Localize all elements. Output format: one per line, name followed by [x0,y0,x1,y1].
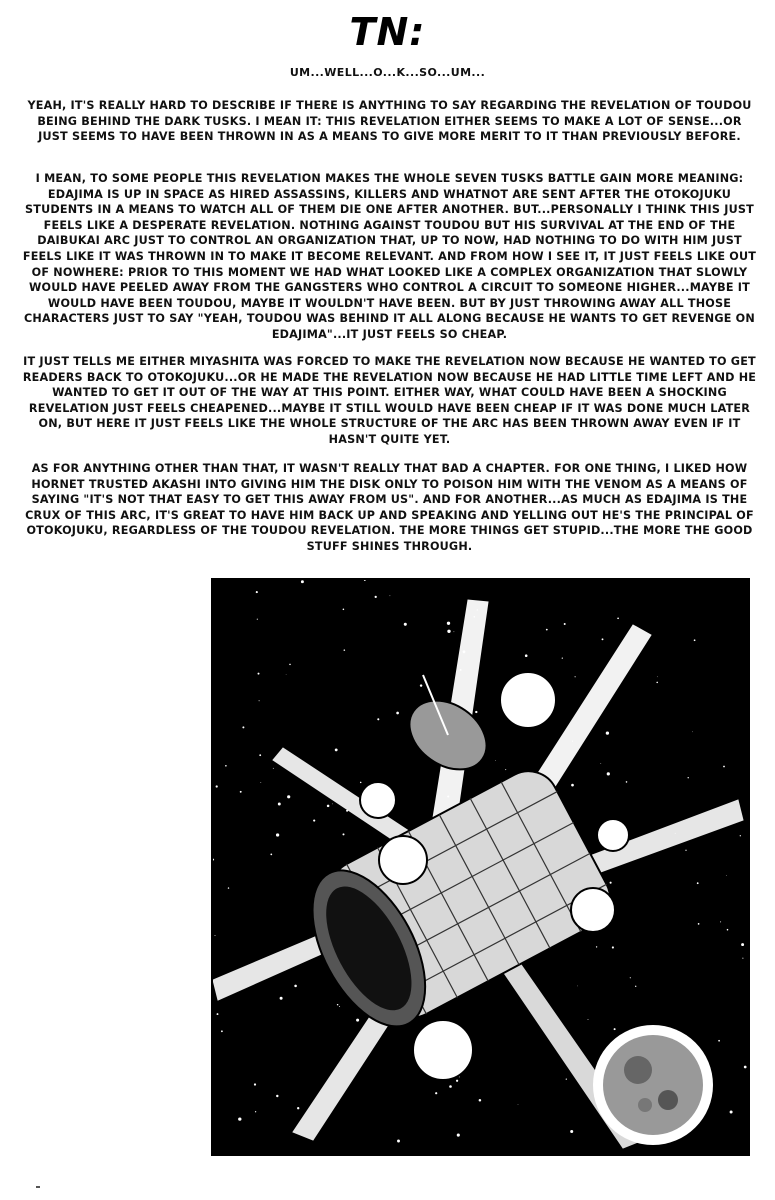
star [575,676,576,677]
star [397,1140,400,1143]
star [337,1004,338,1005]
star [273,768,274,769]
star [697,882,699,884]
star [339,1006,340,1007]
star [360,782,362,784]
star [505,769,506,770]
star [727,929,729,931]
star [723,766,725,768]
page-subtitle: UM...WELL...O...K...SO...UM... [289,66,486,79]
star [286,674,287,675]
star [297,1107,299,1109]
page-mark [36,1186,40,1188]
star [588,1019,589,1020]
star [228,887,229,888]
page-title: TN: [349,10,426,54]
star [562,657,563,658]
star [626,781,628,783]
star [375,596,377,598]
star [327,805,330,808]
star [287,795,290,798]
star [635,986,636,987]
star [685,850,686,851]
star [313,820,315,822]
star [688,777,689,778]
star [254,1083,256,1085]
star [564,623,566,625]
star [518,1104,519,1105]
star [726,875,727,876]
star [390,595,391,596]
star [454,631,455,632]
star [740,835,741,836]
star [217,1013,219,1015]
star [525,654,528,657]
star [447,630,450,633]
star [742,958,743,959]
star [377,718,379,720]
star [456,1080,458,1082]
star [332,804,333,805]
star [457,1134,460,1137]
star [242,726,244,728]
star [240,791,242,793]
star [610,882,612,884]
star [255,1111,256,1112]
star [630,977,631,978]
star [692,731,693,732]
star [449,1085,452,1088]
star [356,1019,359,1022]
star [657,676,658,677]
star [566,1078,567,1079]
star [656,682,658,684]
star [577,986,578,987]
star [344,649,346,651]
star [741,943,744,946]
star [447,622,450,625]
star [435,1092,437,1094]
star [258,673,260,675]
star [612,946,614,948]
paragraph-4: AS FOR ANYTHING OTHER THAN THAT, IT WASN'T REALLY THAT BAD A CHAPTER. FOR ONE THING, I LIKED HOW HORNET TRUSTED AKASHI INTO GIVING HIM THE DISK ONLY TO POISON HIM WITH THE VENOM AS A MEANS OF SAYING "IT'S NOT THAT EASY TO GET THIS AWAY FROM US". AND FOR ANOTHER...AS MUCH AS EDAJIMA IS THE CRUX OF THIS ARC, IT'S GREAT TO HAVE HIM BACK UP AND SPEAKING AND YELLING OUT HE'S THE PRINCIPAL OF OTOKOJUKU, REGARDLESS OF THE TOUDOU REVELATION. THE MORE THINGS GET STUPID...THE MORE THE GOOD STUFF SHINES THROUGH. [25,462,754,553]
star [718,1040,720,1042]
star [495,760,496,761]
star [221,1030,223,1032]
star [270,854,272,856]
star [571,784,574,787]
paragraph-2: I MEAN, TO SOME PEOPLE THIS REVELATION MAKES THE WHOLE SEVEN TUSKS BATTLE GAIN MORE MEANING: EDAJIMA IS UP IN SPACE AS HIRED ASSASSINS, KILLERS AND WHATNOT ARE SENT AFTER THE OTOKOJUKU STUDENTS IN A MEANS TO WATCH ALL OF THEM DIE ONE AFTER ANOTHER. BUT...PERSONALLY I THINK THIS JUST FEELS LIKE A DESPERATE REVELATION. NOTHING AGAINST TOUDOU BUT HIS SURVIVAL AT THE END OF THE DAIBUKAI ARC JUST TO CONTROL AN ORGANIZATION THAT, UP TO NOW, HAD NOTHING TO DO WITH HIM JUST FEELS LIKE IT WAS THROWN IN TO MAKE IT BECOME RELEVANT. AND FROM HOW I SEE IT, IT JUST FEELS LIKE OUT OF NOWHERE: PRIOR TO THIS MOMENT WE HAD WHAT LOOKED LIKE A COMPLEX ORGANIZATION THAT SLOWLY WOULD HAVE PEELED AWAY FROM THE GANGSTERS WHO CONTROL A CIRCUIT TO SOMEONE HIGHER...MAYBE IT WOULD HAVE BEEN TOUDOU, MAYBE IT WOULDN'T HAVE BEEN. BUT BY JUST THROWING AWAY ALL THOSE CHARACTERS JUST TO SAY "YEAH, TOUDOU WAS BEHIND IT ALL ALONG BECAUSE HE WANTS TO GET REVENGE ON EDAJIMA"...IT JUST FEELS SO CHEAP. [22,172,757,341]
star [475,711,477,713]
star [294,985,297,988]
star [289,664,291,666]
star [606,731,609,734]
star [342,833,344,835]
star [698,923,700,925]
paragraph-3: IT JUST TELLS ME EITHER MIYASHITA WAS FORCED TO MAKE THE REVELATION NOW BECAUSE HE WANTED TO GET READERS BACK TO OTOKOJUKU...OR HE MADE THE REVELATION NOW BECAUSE HE HAD LITTLE TIME LEFT AND HE WANTED TO GET IT OUT OF THE WAY AT THIS POINT. EITHER WAY, WHAT COULD HAVE BEEN A SHOCKING REVELATION JUST FEELS CHEAPENED...MAYBE IT STILL WOULD HAVE BEEN CHEAP IF IT WAS DONE MUCH LATER ON, BUT HERE IT JUST FEELS LIKE THE WHOLE STRUCTURE OF THE ARC HAS BEEN THROWN AWAY EVEN IF IT HASN'T QUITE YET. [22,355,757,446]
paragraph-1: YEAH, IT'S REALLY HARD TO DESCRIBE IF THERE IS ANYTHING TO SAY REGARDING THE REVELATION OF TOUDOU BEING BEHIND THE DARK TUSKS. I MEAN IT: THIS REVELATION EITHER SEEMS TO MAKE A LOT OF SENSE...OR JUST SEEMS TO HAVE BEEN THROWN IN AS A MEANS TO GIVE MORE MERIT TO IT THAN PREVIOUSLY BEFORE. [27,99,752,144]
star [720,921,721,922]
star [278,803,281,806]
star [335,748,338,751]
star [744,1066,747,1069]
star [396,712,399,715]
star [301,580,304,583]
star [259,754,261,756]
star [215,935,216,936]
star [280,997,283,1000]
star [420,684,422,686]
space-station-illustration [211,578,750,1156]
star [607,772,610,775]
star [276,833,279,836]
star [546,629,548,631]
star [694,639,696,641]
star [216,785,218,787]
star [343,609,345,611]
star [225,765,227,767]
star [404,623,407,626]
star [617,617,619,619]
star [570,1130,573,1133]
star [600,763,601,764]
star [260,782,261,783]
star [602,638,604,640]
planet [593,1025,713,1145]
star [730,1111,733,1114]
star [276,1095,278,1097]
star [238,1117,241,1120]
star [257,619,258,620]
star [256,591,258,593]
star [596,946,597,947]
star [459,1076,460,1077]
star [614,1028,616,1030]
star [259,700,260,701]
star [479,1099,482,1102]
